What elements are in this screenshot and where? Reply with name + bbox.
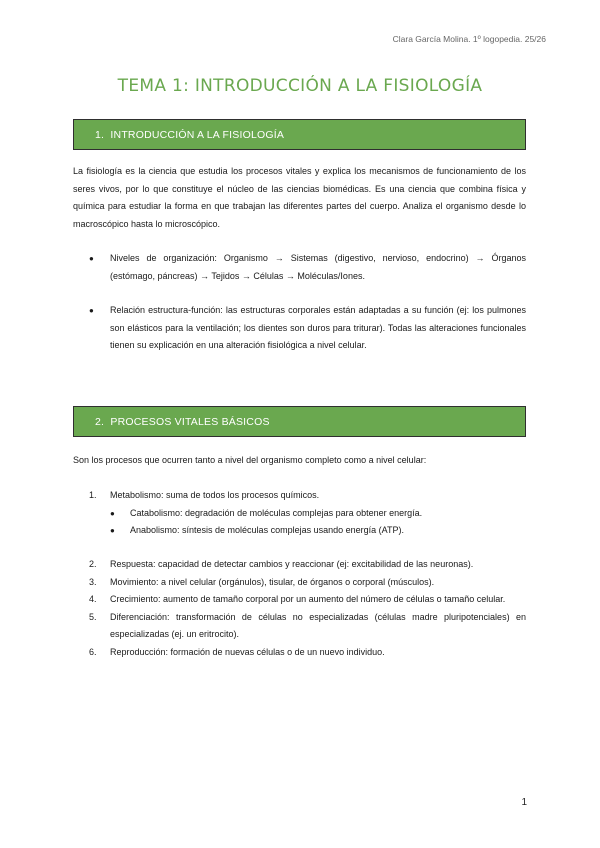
page-number: 1 [521,797,527,808]
section-title: INTRODUCCIÓN A LA FISIOLOGÍA [110,128,285,141]
list-item-text: Crecimiento: aumento de tamaño corporal por un aumento del número de células o tamaño celular. [110,594,506,605]
list-item-text: Niveles de organización: Organismo → Sistemas (digestivo, nervioso, endocrino) → Órganos (estómago, páncreas) → Tejidos → Células → Moléculas/Iones. [110,253,526,281]
section-heading-procesos [73,406,526,437]
list-item [89,250,526,285]
bullet-icon: ● [110,508,115,518]
list-item [89,487,526,540]
list-number: 1. [89,490,97,500]
list-item-text: Diferenciación: transformación de células no especializadas (células madre pluripotenciales) en especializadas (ej. un eritrocito). [110,611,526,640]
list-item-text: Relación estructura-función: las estructuras corporales están adaptadas a su función (ej: los pulmones son elásticos para la ventilación; los dientes son duros para triturar). Todas las alteraciones funcionales tienen su explicación en una alteración fisiológica a nivel celular. [110,305,526,351]
section-heading-text [95,416,270,428]
list-item [89,556,526,574]
document-title: TEMA 1: INTRODUCCIÓN A LA FISIOLOGÍA [117,76,483,96]
list-item [89,574,526,592]
list-item-text: Anabolismo: síntesis de moléculas complejas usando energía (ATP). [130,525,404,536]
list-item-text: Catabolismo: degradación de moléculas complejas para obtener energía. [130,507,423,518]
list-item-text: Metabolismo: suma de todos los procesos químicos. [110,490,320,500]
section-number: 1. [95,128,105,141]
list-number: 4. [89,594,97,605]
bullet-list-organizacion [89,250,526,285]
bullet-icon: ● [89,306,94,315]
header-author-line: Clara García Molina. 1º logopedia. 25/26 [392,34,546,44]
list-number: 2. [89,559,97,569]
bullet-list-estructura [89,302,526,355]
list-item-text: Movimiento: a nivel celular (orgánulos), tisular, de órganos o corporal (músculos). [110,576,435,587]
list-item [110,522,526,540]
section-title: PROCESOS VITALES BÁSICOS [110,415,270,428]
list-number: 3. [89,576,97,587]
list-item-text: Respuesta: capacidad de detectar cambios y reaccionar (ej: excitabilidad de las neuronas). [110,559,474,569]
list-number: 5. [89,611,97,622]
bullet-icon: ● [89,254,94,263]
intro-paragraph: La fisiología es la ciencia que estudia los procesos vitales y explica los mecanismos de funcionamiento de los seres vivos, por lo que constituye el núcleo de las ciencias biomédicas. Es una ciencia que combina física y química para estudiar la forma en que trabajan las diferentes partes del cuerpo. Analiza el organismo desde lo macroscópico hasta lo microscópico. [73,166,526,229]
numbered-list-procesos [89,556,526,662]
section-heading-text [95,129,284,141]
list-item-text: Reproducción: formación de nuevas células o de un nuevo individuo. [110,646,385,657]
list-item [110,505,526,523]
list-item [89,302,526,355]
numbered-list-metabolismo [89,487,526,540]
section-heading-introduccion [73,119,526,150]
list-item [89,609,526,644]
bullet-icon: ● [110,526,115,536]
procesos-intro: Son los procesos que ocurren tanto a nivel del organismo completo como a nivel celular: [73,455,427,465]
section-number: 2. [95,415,105,428]
list-number: 6. [89,646,97,657]
sub-bullet-list [110,505,526,540]
list-item [89,591,526,609]
list-item [89,644,526,662]
